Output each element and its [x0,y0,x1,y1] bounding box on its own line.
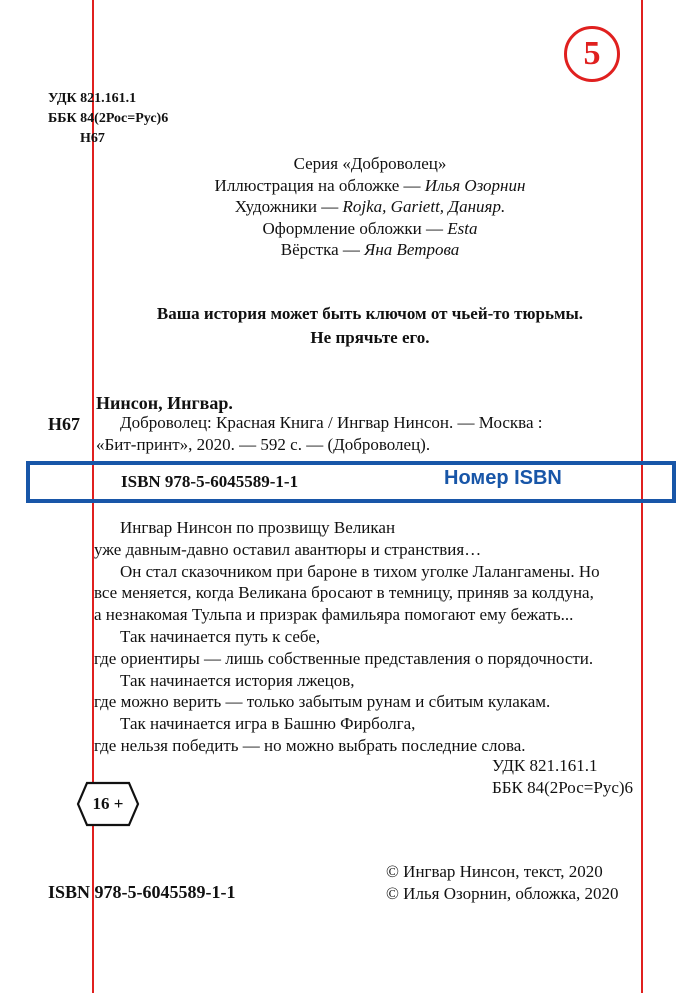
catalog-isbn: ISBN 978-5-6045589-1-1 [121,472,299,491]
motto-line-1: Ваша история может быть ключом от чьей-то тюрьмы. [156,304,584,323]
annotation-line: Ингвар Нинсон по прозвищу Великан [120,518,396,537]
footer-isbn: ISBN 978-5-6045589-1-1 [48,882,236,902]
annotation-line: уже давным-давно оставил авантюры и странствия… [94,539,482,559]
credit-layout: Вёрстка — Яна Ветрова [280,240,460,259]
credit-cover-illustration: Иллюстрация на обложке — Илья Озорнин [214,175,526,195]
catalog-description-line-2: «Бит-принт», 2020. — 592 с. — (Доброволец). [96,435,431,454]
catalog-author-mark: Н67 [48,414,81,434]
credit-cover-design: Оформление обложки — Esta [262,218,478,238]
credits-block [120,153,620,261]
copyright-text: © Ингвар Нинсон, текст, 2020 [386,862,603,881]
annotation-line: где можно верить — только забытым рунам и сбитым кулакам. [94,692,551,712]
annotation-line: Так начинается игра в Башню Фирболга, [120,714,416,734]
motto [100,302,640,350]
age-rating-label: 16 + [92,794,124,813]
annotation-line: Так начинается путь к себе, [120,626,321,646]
header-author-mark: Н67 [80,131,105,146]
copyright-cover: © Илья Озорнин, обложка, 2020 [386,884,619,903]
annotation-line: Он стал сказочником при бароне в тихом уголке Лалангамены. Но [120,561,600,581]
catalog-description-line-1: Доброволец: Красная Книга / Ингвар Нинсон. — Москва : [120,413,543,432]
catalog-author-heading: Нинсон, Ингвар. [96,393,233,413]
page-number-badge: 5 [564,26,620,82]
motto-line-2: Не прячьте его. [310,328,430,347]
annotation-line: где ориентиры — лишь собственные представления о порядочности. [94,648,594,668]
annotation-line: Так начинается история лжецов, [120,670,355,690]
footer-bbk: ББК 84(2Рос=Рус)6 [492,778,634,797]
isbn-annotation-label: Номер ISBN [444,467,562,489]
annotation-line: а незнакомая Тульпа и призрак фамильяра помогают ему бежать... [94,605,574,625]
annotation-line: все меняется, когда Великана бросают в темницу, приняв за колдуна, [94,583,594,603]
annotation-line: где нельзя победить — но можно выбрать последние слова. [94,735,526,755]
header-udk: УДК 821.161.1 [48,91,137,106]
credit-artists: Художники — Rojka, Gariett, Данияр. [234,197,506,216]
annotation-text [94,517,654,757]
header-bbk: ББК 84(2Рос=Рус)6 [48,111,169,126]
credit-series: Серия «Доброволец» [293,154,447,173]
footer-udk: УДК 821.161.1 [492,756,598,775]
